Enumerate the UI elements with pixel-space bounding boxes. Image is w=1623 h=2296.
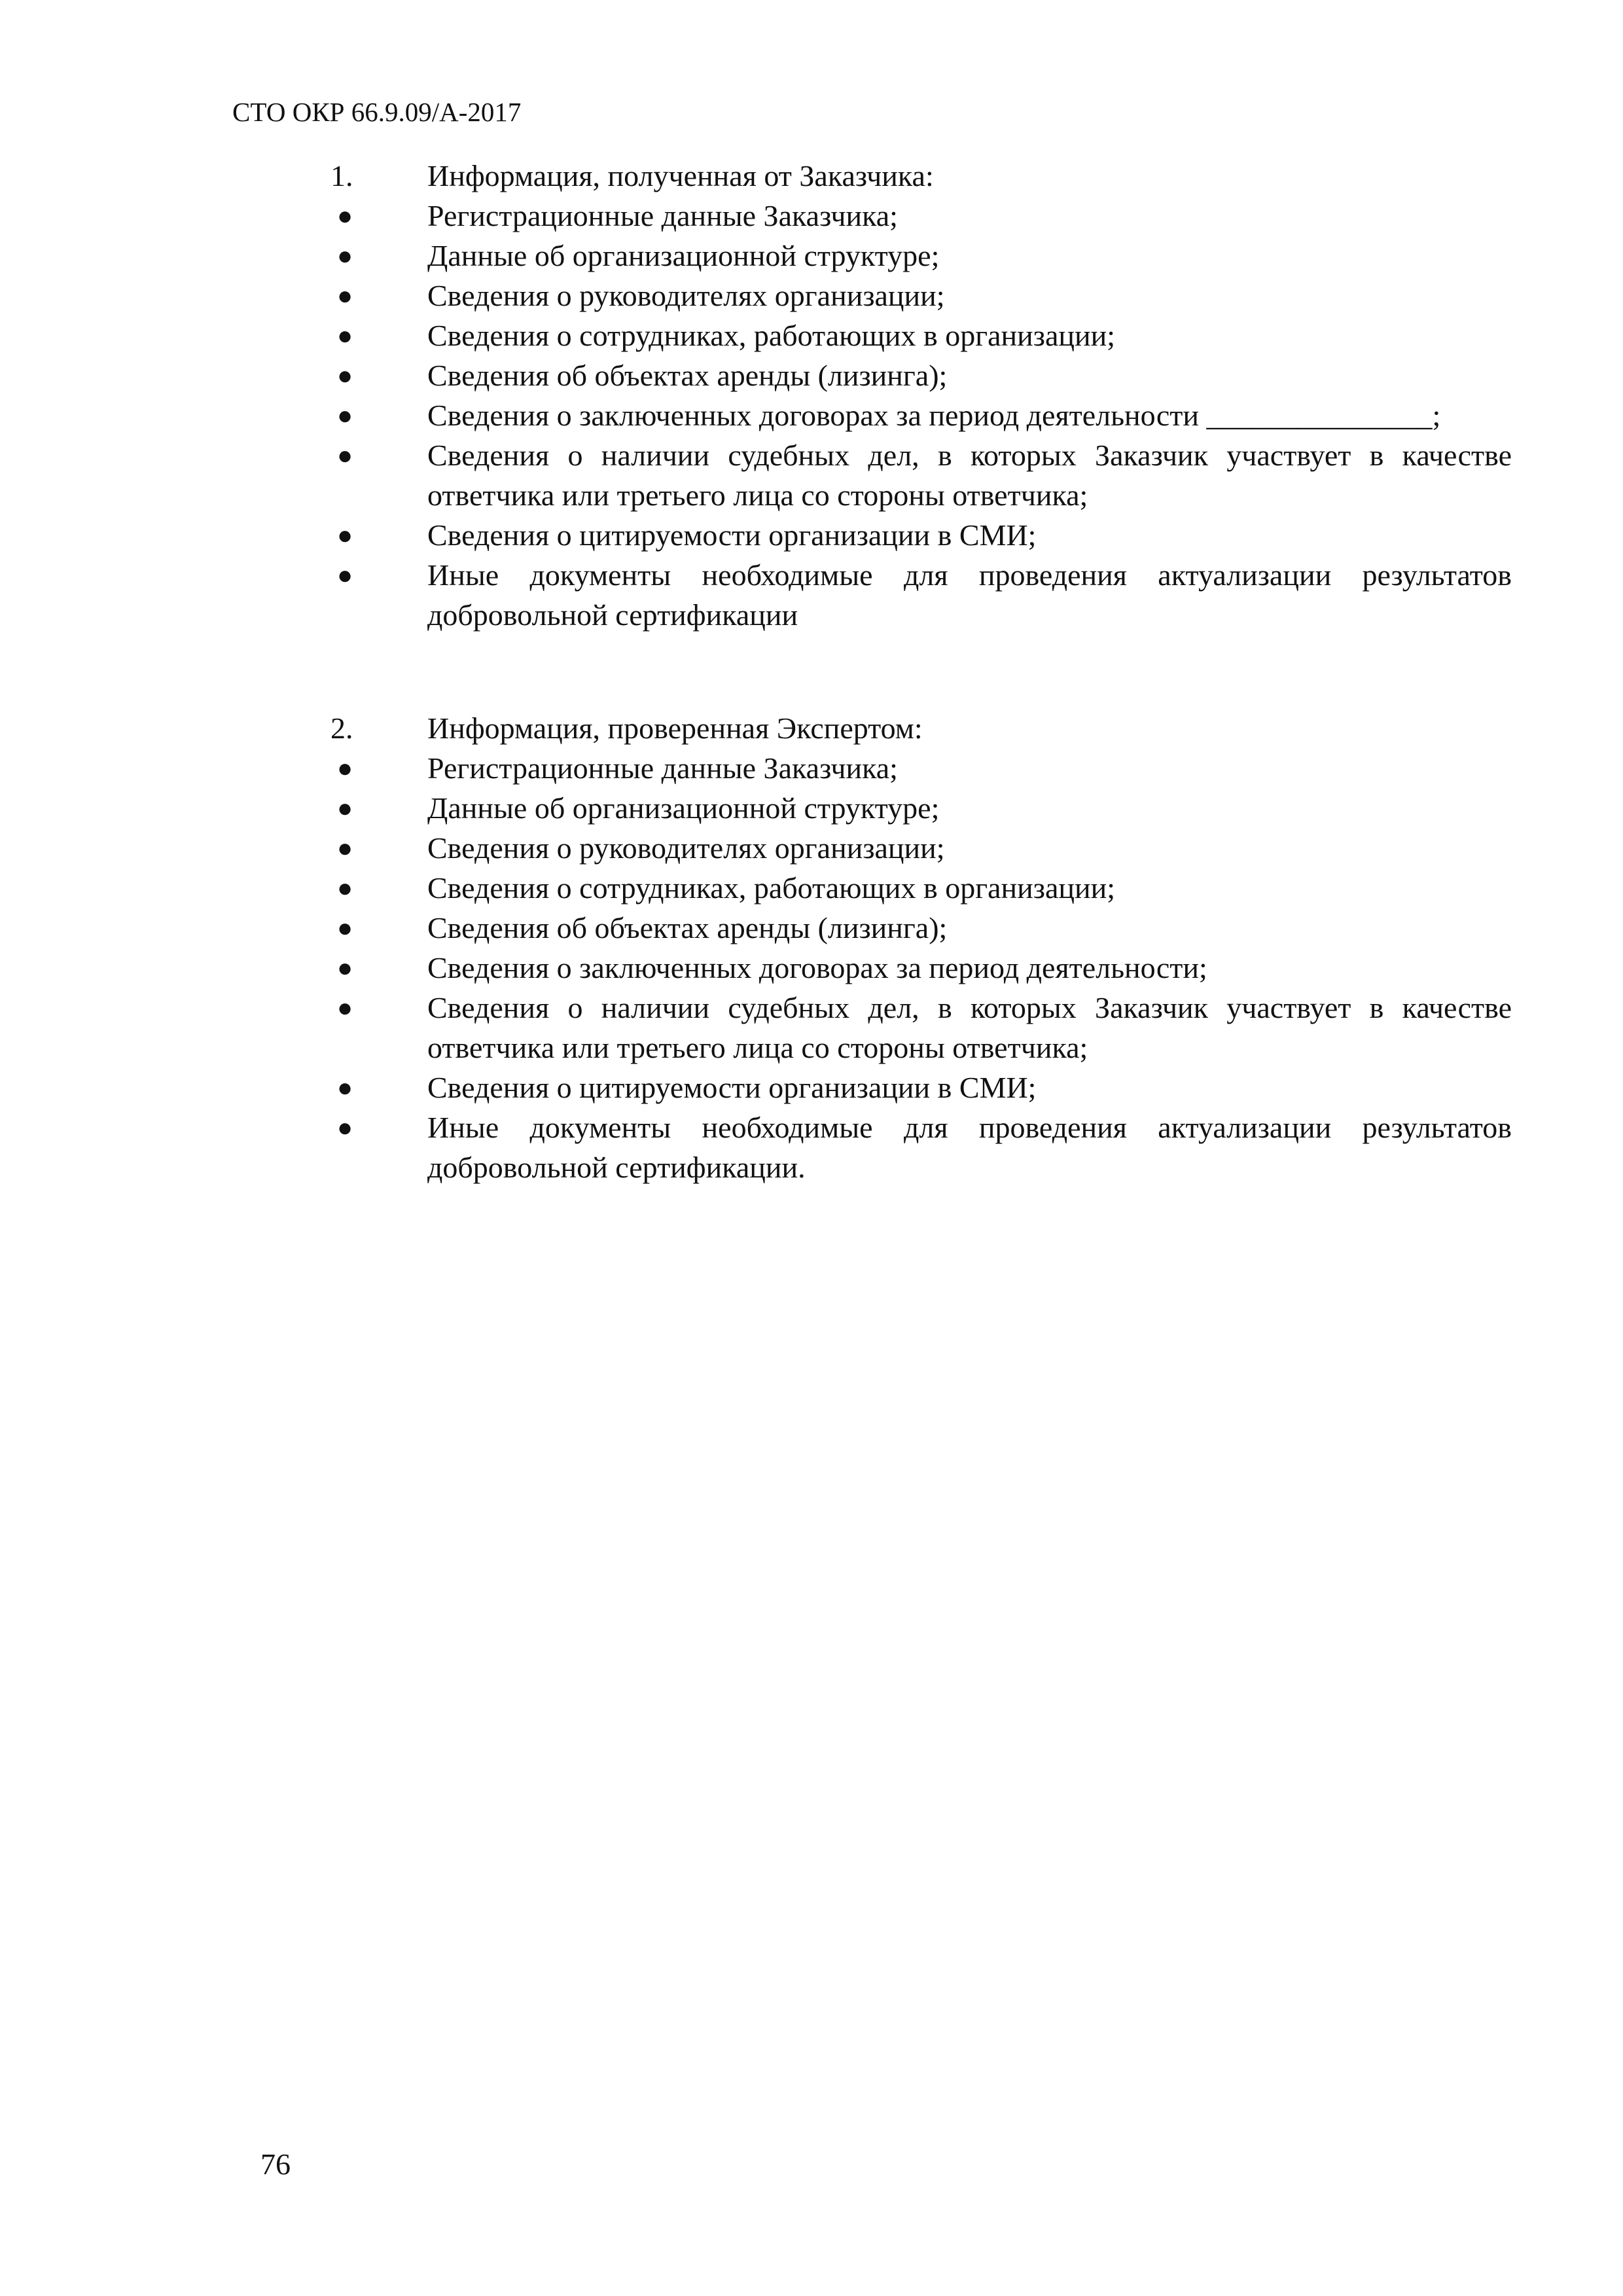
list-item-text: Сведения об объектах аренды (лизинга); [427, 911, 948, 944]
list-item [330, 788, 1512, 828]
list-item-text: Иные документы необходимые для проведения актуализации результатов добровольной сертификации. [427, 1111, 1512, 1184]
section-heading [330, 156, 1512, 196]
bullet-icon: ● [337, 873, 353, 903]
section-heading [330, 708, 1512, 748]
list-item-text: Сведения о руководителях организации; [427, 831, 945, 865]
bullet-icon: ● [337, 241, 353, 270]
list-item-text: Сведения о заключенных договорах за период деятельности _______________; [427, 399, 1441, 432]
bullet-icon: ● [337, 281, 353, 310]
list-item-text: Регистрационные данные Заказчика; [427, 751, 898, 785]
bullet-icon: ● [337, 1113, 353, 1142]
list-item-text: Данные об организационной структуре; [427, 239, 940, 272]
list-item [330, 948, 1512, 988]
list-item [330, 908, 1512, 948]
section-number: 1. [330, 159, 353, 192]
bullet-icon: ● [337, 913, 353, 942]
bullet-icon: ● [337, 1073, 353, 1102]
bullet-icon: ● [337, 753, 353, 783]
bullet-icon: ● [337, 833, 353, 863]
bullet-icon: ● [337, 440, 353, 470]
section-received-from-customer [330, 156, 1512, 635]
list-item-text: Сведения о сотрудниках, работающих в организации; [427, 871, 1115, 905]
list-item [330, 1067, 1512, 1107]
page-number: 76 [260, 2147, 291, 2181]
list-item [330, 748, 1512, 788]
list-item [330, 236, 1512, 276]
list-item-text: Сведения о руководителях организации; [427, 279, 945, 312]
list-item-text: Сведения о цитируемости организации в СМИ; [427, 518, 1037, 552]
section-title: Информация, полученная от Заказчика: [427, 159, 934, 192]
list-item-text: Данные об организационной структуре; [427, 791, 940, 825]
list-item [330, 435, 1512, 515]
bullet-icon: ● [337, 201, 353, 230]
list-item [330, 395, 1512, 435]
list-item [330, 988, 1512, 1067]
bullet-icon: ● [337, 560, 353, 590]
list-item [330, 555, 1512, 635]
bullet-icon: ● [337, 953, 353, 982]
section-verified-by-expert [330, 708, 1512, 1187]
bullet-icon: ● [337, 321, 353, 350]
bullet-icon: ● [337, 793, 353, 823]
list-item [330, 276, 1512, 315]
list-item-text: Регистрационные данные Заказчика; [427, 199, 898, 232]
list-item [330, 868, 1512, 908]
list-item-text: Иные документы необходимые для проведения актуализации результатов добровольной сертификации [427, 558, 1512, 632]
bullet-icon: ● [337, 401, 353, 430]
list-item-text: Сведения о сотрудниках, работающих в организации; [427, 319, 1115, 352]
list-item [330, 315, 1512, 355]
list-item [330, 196, 1512, 236]
list-item [330, 828, 1512, 868]
list-item [330, 1107, 1512, 1187]
list-item-text: Сведения о наличии судебных дел, в которых Заказчик участвует в качестве ответчика или третьего лица со стороны ответчика; [427, 439, 1512, 512]
list-item [330, 515, 1512, 555]
list-item-text: Сведения об объектах аренды (лизинга); [427, 359, 948, 392]
bullet-icon: ● [337, 361, 353, 390]
list-item-text: Сведения о заключенных договорах за период деятельности; [427, 951, 1207, 984]
list-item [330, 355, 1512, 395]
list-item-text: Сведения о цитируемости организации в СМИ; [427, 1071, 1037, 1104]
section-number: 2. [330, 711, 353, 745]
bullet-icon: ● [337, 993, 353, 1022]
bullet-icon: ● [337, 520, 353, 550]
document-code-header: СТО ОКР 66.9.09/А-2017 [232, 97, 522, 127]
section-title: Информация, проверенная Экспертом: [427, 711, 923, 745]
list-item-text: Сведения о наличии судебных дел, в которых Заказчик участвует в качестве ответчика или третьего лица со стороны ответчика; [427, 991, 1512, 1064]
